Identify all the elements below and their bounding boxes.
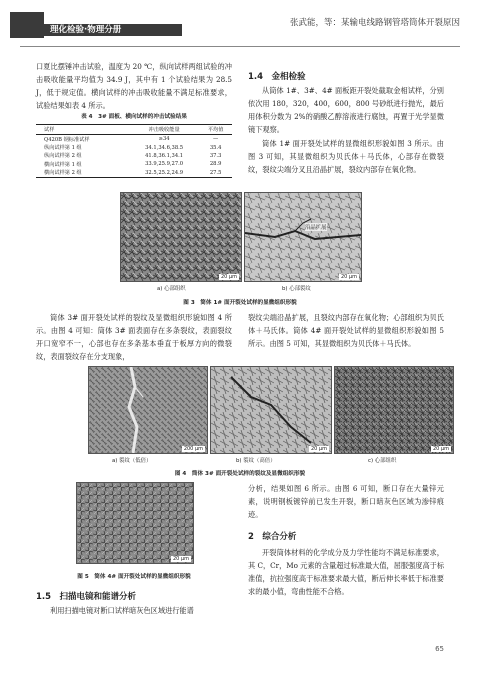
scale-bar: 20 μm — [432, 446, 449, 452]
section-1-4-para1: 从筒体 1#、3#、4# 面板距开裂处截取金相试样，分别依次用 180，320，400，600，800 号砂纸进行抛光，最后用体积分数为 2%的硝酸乙醇溶液进行腐蚀，再置于光学显微镜下观察。 — [248, 86, 444, 134]
right-bottom-paragraph: 分析，结果如图 6 所示。由图 6 可知，断口存在大量锌元素，说明钢板镀锌前已发生开裂，断口暗灰色区域为渗锌痕迹。 — [248, 484, 444, 519]
table-cell: ≥34 — [158, 136, 170, 143]
scale-bar: 20 μm — [340, 274, 357, 280]
table-cell: 横向试样第 1 组 — [44, 161, 82, 168]
micrograph-core-crack — [244, 192, 362, 282]
table-cell: 33.9,25.9,27.0 — [145, 161, 184, 168]
figure4-caption: 图 4 筒体 3# 面开裂处试样的裂纹及显微组织形貌 — [174, 471, 306, 477]
micrograph-crack-high — [210, 366, 332, 454]
table-row — [36, 152, 232, 160]
table-cell: 纵向试样第 1 组 — [44, 145, 82, 152]
micrograph-4-structure — [76, 482, 194, 564]
micrograph-core-structure — [120, 192, 242, 282]
scale-bar: 20 μm — [220, 274, 237, 280]
table-row — [36, 143, 232, 151]
fig4-sublabel-c: c) 心部组织 — [368, 458, 397, 464]
table-row — [36, 169, 232, 178]
annotation-intergranular: 沿晶扩展 — [305, 225, 327, 231]
table-cell: 37.3 — [209, 152, 222, 159]
section-1-5-para: 利用扫描电镜对断口试样暗灰色区域进行能谱 — [50, 606, 194, 615]
table-cell: — — [213, 136, 219, 143]
page-number: 65 — [435, 645, 444, 653]
section-2-para: 开裂筒体材料的化学成分及力学性能均不满足标准要求，其 C，Cr，Mo 元素的含量超过标准最大值，屈服强度高于标准值，抗拉强度高于标准要求最大值，断后伸长率低于标准要求的最小值，弯曲性能不合格。 — [248, 548, 445, 596]
mid-left-paragraph: 筒体 3# 面开裂处试样的裂纹及显微组织形貌如图 4 所示。由图 4 可知：筒体 3# 面表面存在多条裂纹，表面裂纹开口宽窄不一，心部也存在多条基本垂直于板厚方向的微裂纹，表面裂纹存在分支现象， — [36, 313, 232, 361]
section-1-4-para2: 筒体 1# 面开裂处试样的显微组织形貌如图 3 所示。由图 3 可知，其显微组织为贝氏体＋马氏体，心部存在微裂纹，裂纹尖端分叉且沿晶扩展，裂纹内部存在氧化物。 — [248, 139, 444, 174]
fig4-sublabel-a: a) 裂纹（低倍） — [112, 458, 152, 464]
header-rule — [20, 46, 460, 47]
section-1-4-heading: 1.4 金相检验 — [248, 72, 306, 82]
table-cell: 27.5 — [199, 169, 232, 178]
mid-right-paragraph: 裂纹尖端沿晶扩展，且裂纹内部存在氧化物；心部组织为贝氏体＋马氏体。筒体 4# 面开裂处试样的显微组织形貌如图 5 所示。由图 5 可知，其显微组织为贝氏体＋马氏体。 — [248, 313, 444, 348]
table-header: 冲击吸收能量 — [129, 125, 199, 135]
table-cell: 41.8,36.1,34.1 — [145, 152, 184, 159]
table-header: 试样 — [36, 125, 129, 135]
scale-bar: 20 μm — [310, 446, 327, 452]
section-2-heading: 2 综合分析 — [248, 532, 297, 542]
running-title: 张武能，等：某输电线路钢管塔筒体开裂原因 — [289, 18, 460, 28]
micrograph-core-3 — [334, 366, 454, 454]
fig3-sublabel-a: a) 心部组织 — [157, 286, 186, 292]
impact-test-table — [36, 124, 232, 178]
section-1-5-heading: 1.5 扫描电镜和能谱分析 — [36, 592, 137, 602]
micrograph-crack-low — [88, 366, 208, 454]
table-row — [36, 160, 232, 168]
table-cell: 28.9 — [209, 161, 222, 168]
journal-logo-text: 理化检验·物理分册 — [50, 25, 122, 35]
table-cell: Q420B 钢标准试样 — [44, 136, 90, 143]
table-row — [36, 135, 232, 144]
table4-title: 表 4 3# 面板、横向试样的冲击试验结果 — [81, 114, 187, 120]
scale-bar: 200 μm — [183, 446, 203, 452]
scale-bar: 20 μm — [172, 556, 189, 562]
table-cell: 35.4 — [209, 144, 222, 151]
table-cell: 32.5,25.2,24.9 — [129, 169, 199, 178]
table-cell: 纵向试样第 2 组 — [44, 153, 82, 160]
table-cell: 34.1,34.6,38.5 — [145, 144, 184, 151]
figure3-caption: 图 3 筒体 1# 面开裂处试样的显微组织形貌 — [183, 300, 297, 306]
table-header: 平均值 — [199, 125, 232, 135]
journal-logo — [10, 12, 170, 40]
table-cell: 横向试样第 2 组 — [36, 169, 129, 178]
fig3-sublabel-b: b) 心部裂纹 — [282, 286, 311, 292]
fig4-sublabel-b: b) 裂纹（高倍） — [236, 458, 276, 464]
figure5-caption: 图 5 筒体 4# 面开裂处试样的显微组织形貌 — [77, 574, 191, 580]
left-top-paragraph: 口夏比摆锤冲击试验，温度为 20 ℃，纵向试样两组试验的冲击吸收能量平均值为 34.9 J，其中有 1 个试验结果为 28.5 J，低于规定值。横向试样的冲击吸收能量不满足标准要求，试验结果如表 4 所示。 — [36, 62, 232, 110]
